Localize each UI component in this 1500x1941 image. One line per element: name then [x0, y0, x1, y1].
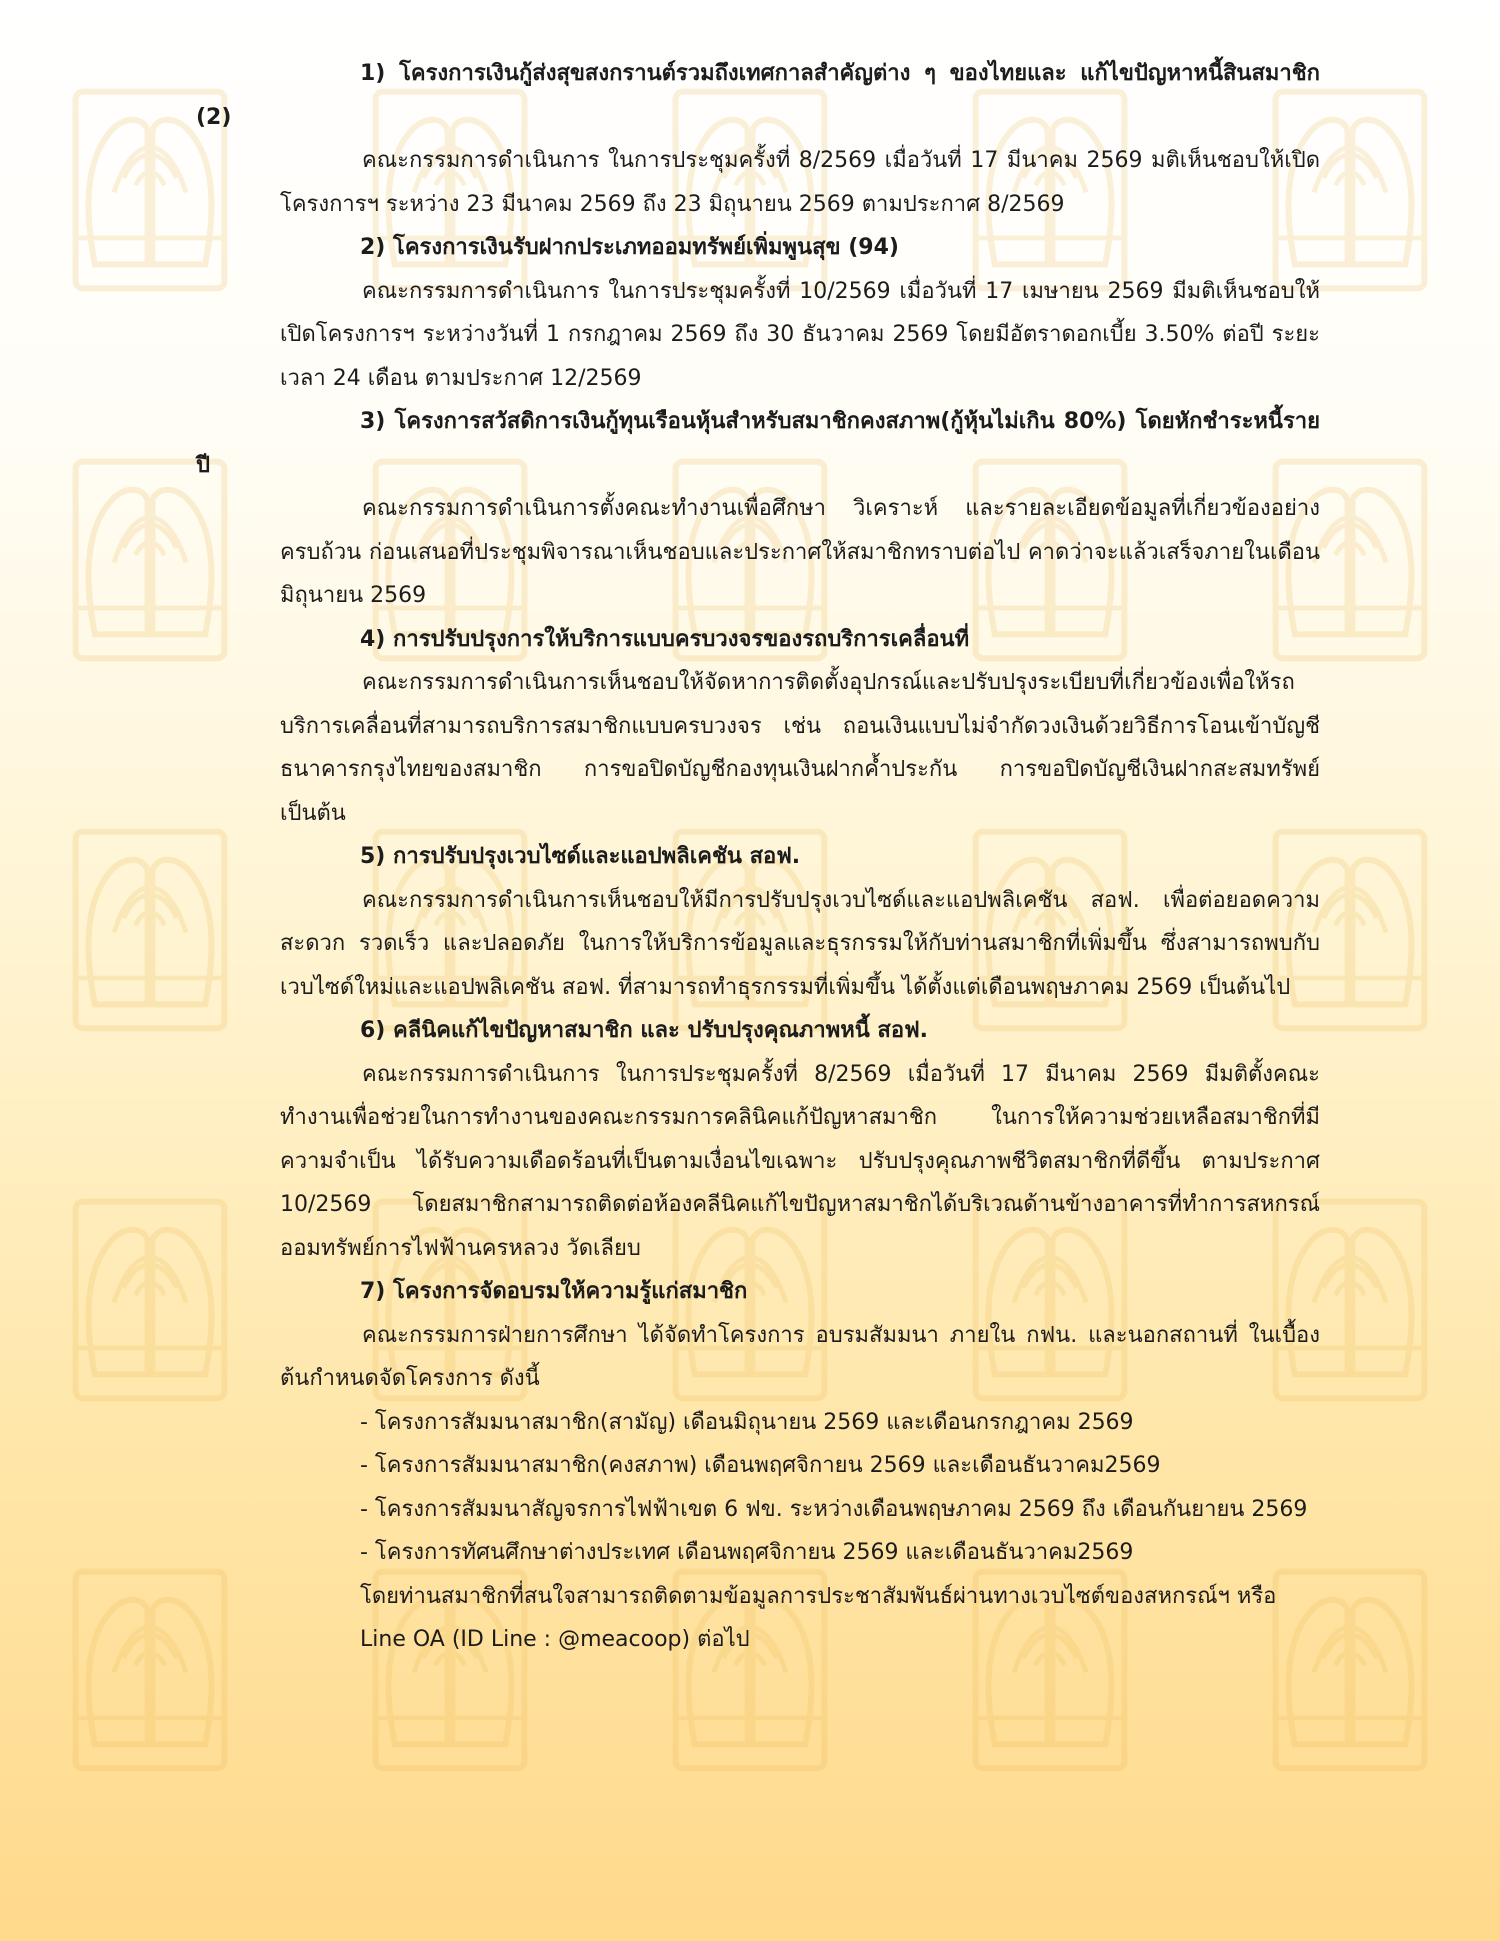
section-body-2: คณะกรรมการดำเนินการ ในการประชุมครั้งที่ 10/2569 เมื่อวันที่ 17 เมษายน 2569 มีมติเห็นชอบให้เปิดโครงการฯ ระหว่างวันที่ 1 กรกฎาคม 2569 ถึง 30 ธันวาคม 2569 โดยมีอัตราดอกเบี้ย 3.50% ต่อปี ระยะเวลา 24 เดือน ตามประกาศ 12/2569 [280, 278, 1320, 391]
training-item-2: - โครงการสัมมนาสมาชิก(คงสภาพ) เดือนพฤศจิกายน 2569 และเดือนธันวาคม2569 [360, 1453, 1161, 1478]
training-item-4: - โครงการทัศนศึกษาต่างประเทศ เดือนพฤศจิกายน 2569 และเดือนธันวาคม2569 [360, 1540, 1134, 1565]
section-body-7: คณะกรรมการฝ่ายการศึกษา ได้จัดทำโครงการ อบรมสัมมนา ภายใน กฟน. และนอกสถานที่ ในเบื้องต้นกำหนดจัดโครงการ ดังนี้ [280, 1322, 1320, 1391]
section-heading-7: 7) โครงการจัดอบรมให้ความรู้แก่สมาชิก [360, 1279, 748, 1304]
section-heading-2: 2) โครงการเงินรับฝากประเภทออมทรัพย์เพิ่มพูนสุข (94) [360, 235, 899, 260]
section-heading-5: 5) การปรับปรุงเวบไซด์และแอปพลิเคชัน สอฟ. [360, 844, 801, 869]
section-heading-1: 1) โครงการเงินกู้ส่งสุขสงกรานต์รวมถึงเทศกาลสำคัญต่าง ๆ ของไทยและ แก้ไขปัญหาหนี้สินสมาชิก (2) [196, 61, 1320, 130]
section-heading-3: 3) โครงการสวัสดิการเงินกู้ทุนเรือนหุ้นสำหรับสมาชิกคงสภาพ(กู้หุ้นไม่เกิน 80%) โดยหักชำระหนี้รายปี [196, 409, 1320, 478]
section-body-5: คณะกรรมการดำเนินการเห็นชอบให้มีการปรับปรุงเวบไซด์และแอปพลิเคชัน สอฟ. เพื่อต่อยอดความสะดวก รวดเร็ว และปลอดภัย ในการให้บริการข้อมูลและธุรกรรมให้กับท่านสมาชิกที่เพิ่มขึ้น ซึ่งสามารถพบกับเวบไซด์ใหม่และแอปพลิเคชัน สอฟ. ที่สามารถทำธุรกรรมที่เพิ่มขึ้น ได้ตั้งแต่เดือนพฤษภาคม 2569 เป็นต้นไป [280, 887, 1320, 1000]
section-body-3: คณะกรรมการดำเนินการตั้งคณะทำงานเพื่อศึกษา วิเคราะห์ และรายละเอียดข้อมูลที่เกี่ยวข้องอย่างครบถ้วน ก่อนเสนอที่ประชุมพิจารณาเห็นชอบและประกาศให้สมาชิกทราบต่อไป คาดว่าจะแล้วเสร็จภายในเดือนมิถุนายน 2569 [280, 496, 1320, 608]
training-item-1: - โครงการสัมมนาสมาชิก(สามัญ) เดือนมิถุนายน 2569 และเดือนกรกฎาคม 2569 [360, 1409, 1134, 1435]
section-heading-4: 4) การปรับปรุงการให้บริการแบบครบวงจรของรถบริการเคลื่อนที่ [360, 626, 970, 652]
closing-note: โดยท่านสมาชิกที่สนใจสามารถติดตามข้อมูลการประชาสัมพันธ์ผ่านทางเวบไซต์ของสหกรณ์ฯ หรือ Line OA (ID Line : @meacoop) ต่อไป [360, 1583, 1277, 1652]
section-body-4: คณะกรรมการดำเนินการเห็นชอบให้จัดหาการติดตั้งอุปกรณ์และปรับปรุงระเบียบที่เกี่ยวข้องเพื่อให้รถบริการเคลื่อนที่สามารถบริการสมาชิกแบบครบวงจร เช่น ถอนเงินแบบไม่จำกัดวงเงินด้วยวิธีการโอนเข้าบัญชีธนาคารกรุงไทยของสมาชิก การขอปิดบัญชีกองทุนเงินฝากค้ำประกัน การขอปิดบัญชีเงินฝากสะสมทรัพย์ เป็นต้น [280, 670, 1320, 826]
training-item-3: - โครงการสัมมนาสัญจรการไฟฟ้าเขต 6 ฟข. ระหว่างเดือนพฤษภาคม 2569 ถึง เดือนกันยายน 2569 [360, 1496, 1308, 1522]
section-body-6: คณะกรรมการดำเนินการ ในการประชุมครั้งที่ 8/2569 เมื่อวันที่ 17 มีนาคม 2569 มีมติตั้งคณะทำงานเพื่อช่วยในการทำงานของคณะกรรมการคลินิคแก้ปัญหาสมาชิก ในการให้ความช่วยเหลือสมาชิกที่มีความจำเป็น ได้รับความเดือดร้อนที่เป็นตามเงื่อนไขเฉพาะ ปรับปรุงคุณภาพชีวิตสมาชิกที่ดีขึ้น ตามประกาศ 10/2569 โดยสมาชิกสามารถติดต่อห้องคลีนิคแก้ไขปัญหาสมาชิกได้บริเวณด้านข้างอาคารที่ทำการสหกรณ์ออมทรัพย์การไฟฟ้านครหลวง วัดเลียบ [280, 1061, 1320, 1261]
section-body-1: คณะกรรมการดำเนินการ ในการประชุมครั้งที่ 8/2569 เมื่อวันที่ 17 มีนาคม 2569 มติเห็นชอบให้เปิดโครงการฯ ระหว่าง 23 มีนาคม 2569 ถึง 23 มิถุนายน 2569 ตามประกาศ 8/2569 [280, 148, 1320, 217]
section-heading-6: 6) คลีนิคแก้ไขปัญหาสมาชิก และ ปรับปรุงคุณภาพหนี้ สอฟ. [360, 1018, 929, 1043]
